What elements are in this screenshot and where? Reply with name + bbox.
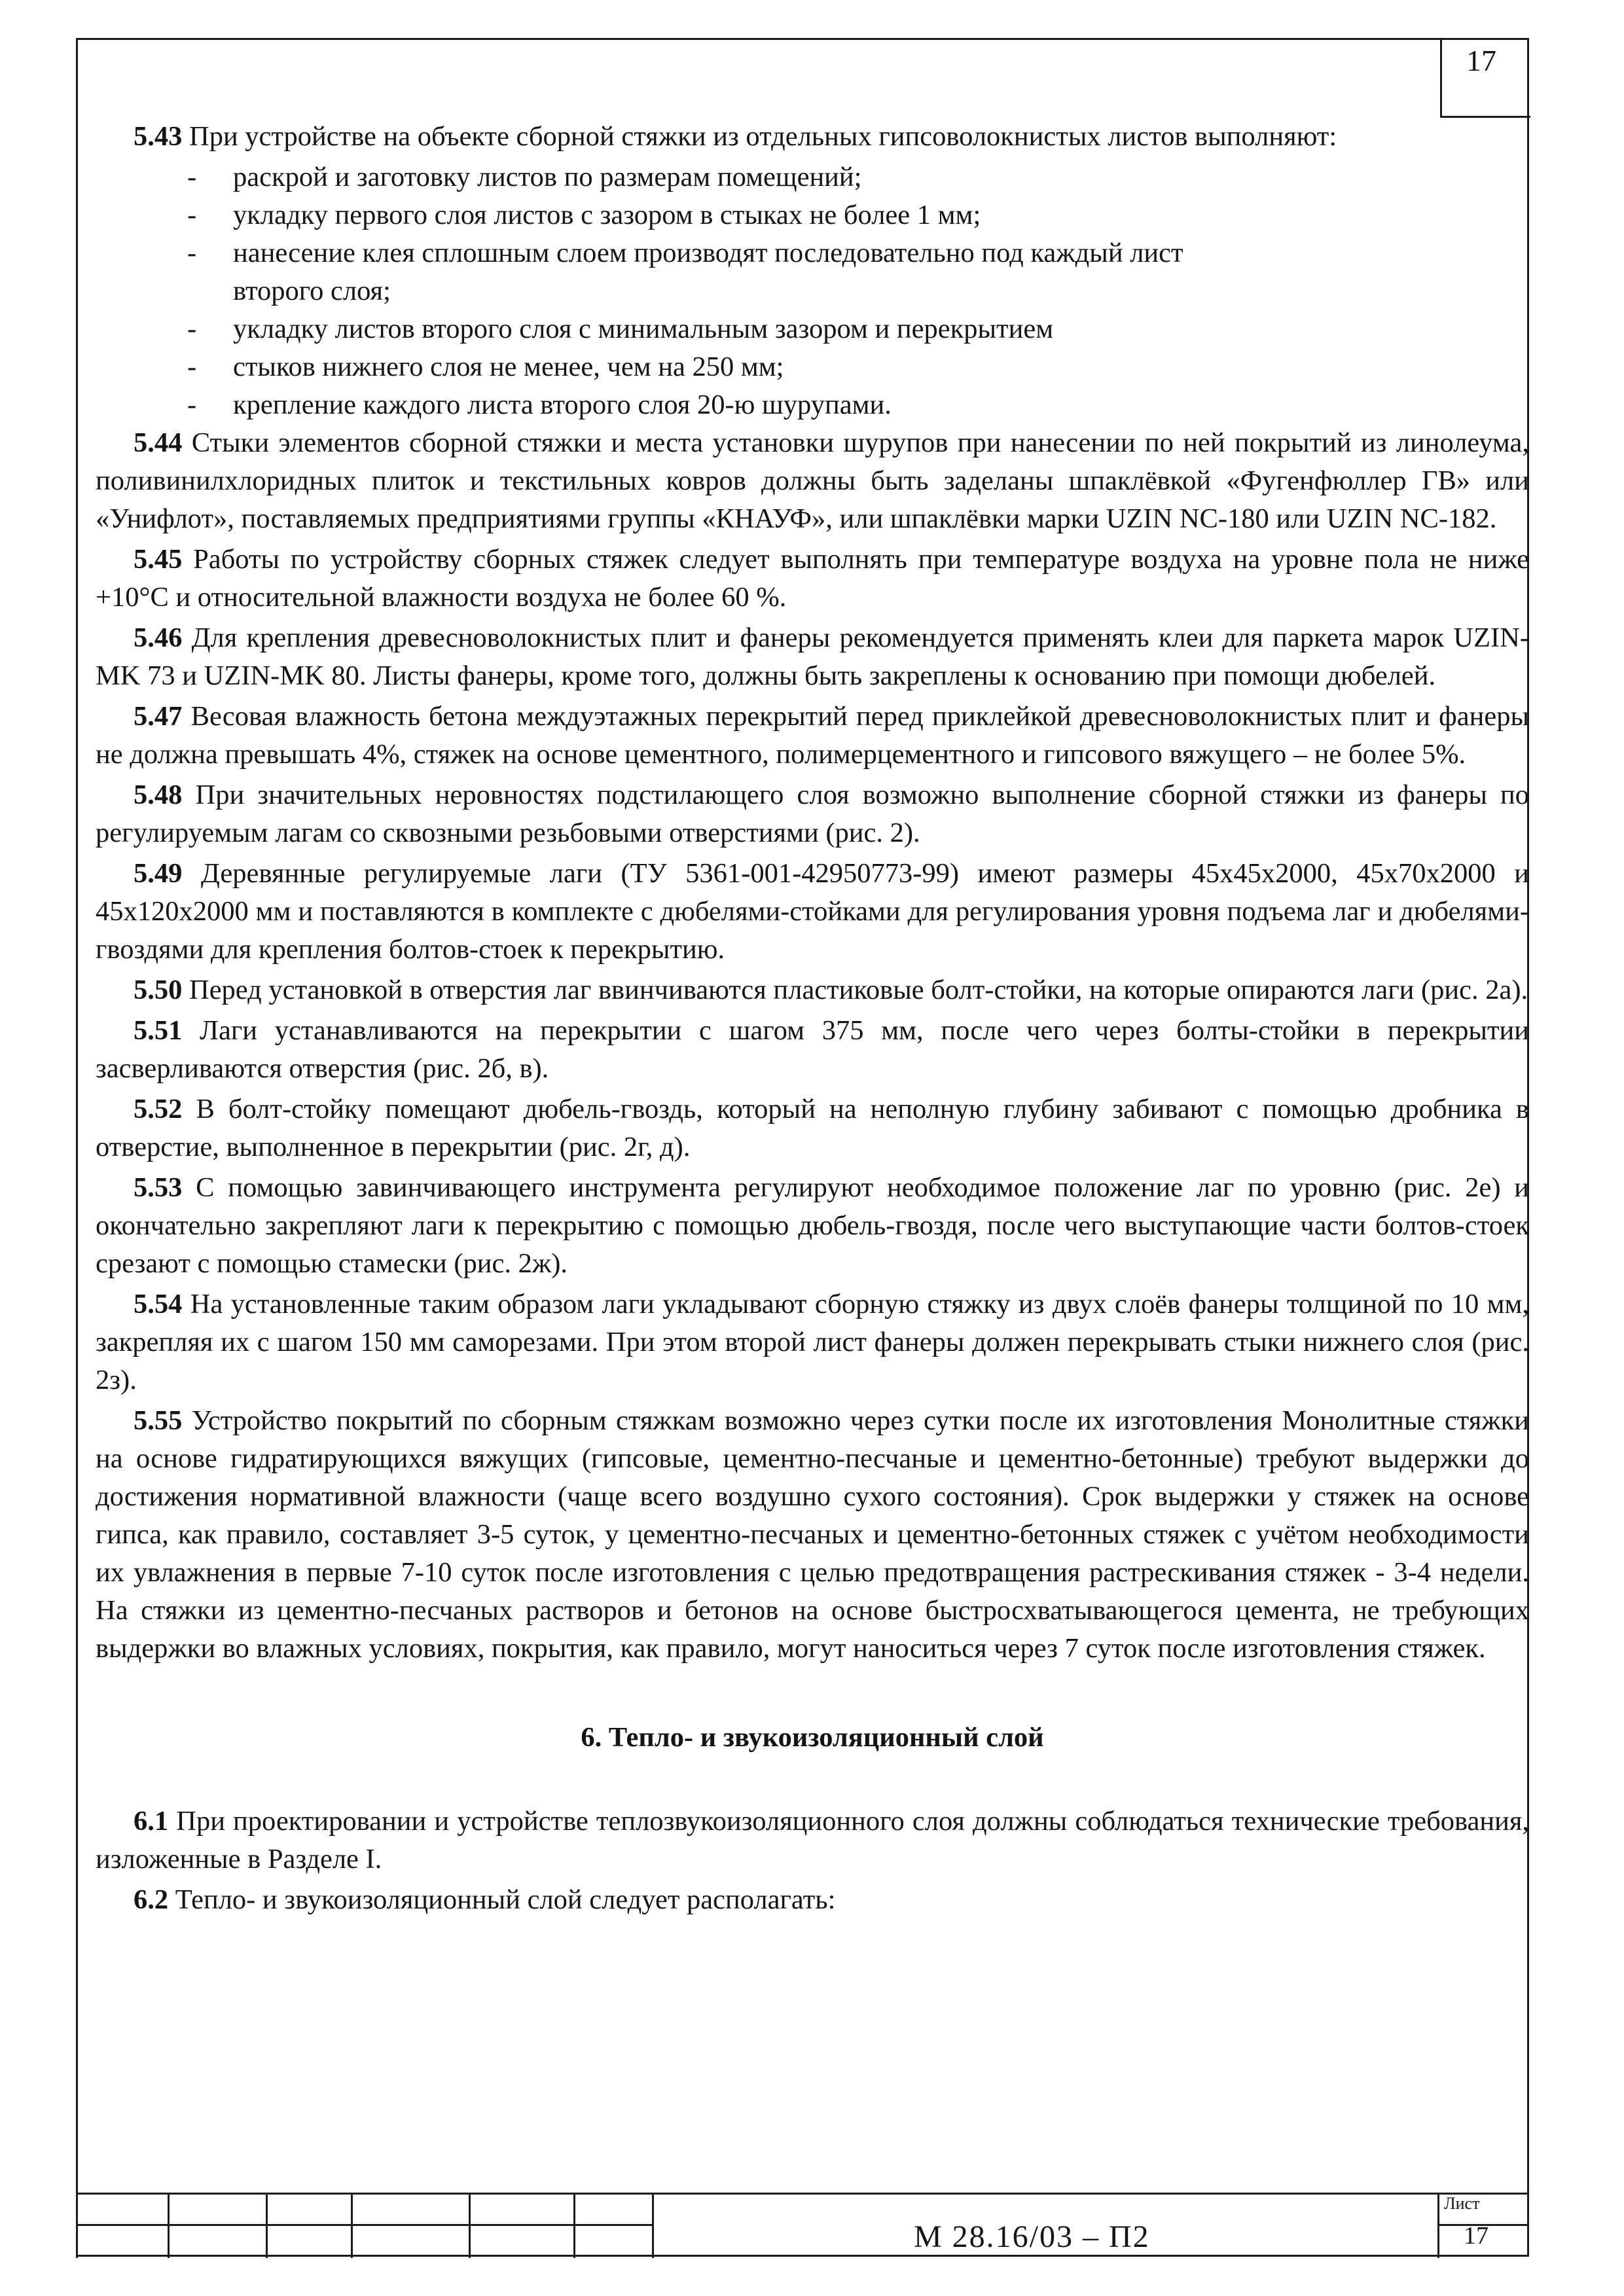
clause-number: 5.51 xyxy=(134,1015,183,1046)
paragraph-5-54 xyxy=(96,1285,1529,1399)
clause-text: При проектировании и устройстве теплозвукоизоляционного слоя должны соблюдаться технические требования, изложенные в Разделе I. xyxy=(96,1806,1529,1874)
stamp-document-code: М 28.16/03 – П2 xyxy=(914,2219,1150,2254)
stamp-column-line xyxy=(168,2193,170,2258)
stamp-column-line xyxy=(652,2193,654,2258)
paragraph-5-45 xyxy=(96,541,1529,617)
clause-text: Стыки элементов сборной стяжки и места установки шурупов при нанесении по ней покрытий из линолеума, поливинилхлоридных плиток и текстильных ковров должны быть заделаны шпаклёвкой «Фугенфюллер ГВ» или «Унифлот», поставляемых предприятиями группы «КНАУФ», или шпаклёвки марки UZIN NC-180 или UZIN NC-182. xyxy=(96,427,1529,534)
list-item: - укладку листов второго слоя с минимальным зазором и перекрытием xyxy=(187,310,1529,348)
clause-text: Перед установкой в отверстия лаг ввинчиваются пластиковые болт-стойки, на которые опираются лаги (рис. 2а). xyxy=(189,975,1528,1005)
clause-number: 5.43 xyxy=(134,121,183,152)
paragraph-5-50 xyxy=(96,971,1529,1009)
paragraph-5-52 xyxy=(96,1090,1529,1166)
clause-number: 6.2 xyxy=(134,1884,169,1915)
clause-text: Работы по устройству сборных стяжек следует выполнять при температуре воздуха на уровне пола не ниже +10°С и относительной влажности воздуха не более 60 %. xyxy=(96,544,1529,613)
list-item: - стыков нижнего слоя не менее, чем на 250 мм; xyxy=(187,348,1529,386)
paragraph-5-48 xyxy=(96,776,1529,852)
clause-number: 5.48 xyxy=(134,780,183,810)
stamp-sheet-label: Лист xyxy=(1444,2194,1480,2213)
clause-text: При устройстве на объекте сборной стяжки из отдельных гипсоволокнистых листов выполняют: xyxy=(189,121,1337,152)
paragraph-5-51 xyxy=(96,1012,1529,1088)
stamp-column-line xyxy=(351,2193,353,2258)
paragraph-5-46 xyxy=(96,619,1529,695)
paragraph-5-55 xyxy=(96,1402,1529,1668)
clause-number: 5.46 xyxy=(134,622,183,653)
clause-text: На установленные таким образом лаги укладывают сборную стяжку из двух слоёв фанеры толщиной по 10 мм, закрепляя их с шагом 150 мм саморезами. При этом второй лист фанеры должен перекрывать стыки нижнего слоя (рис. 2з). xyxy=(96,1289,1530,1395)
clause-text: Весовая влажность бетона междуэтажных перекрытий перед приклейкой древесноволокнистых плит и фанеры не должна превышать 4%, стяжек на основе цементного, полимерцементного и гипсового вяжущего – не более 5%. xyxy=(96,701,1529,770)
clause-number: 5.45 xyxy=(134,544,183,575)
list-item: - укладку первого слоя листов с зазором в стыках не более 1 мм; xyxy=(187,196,1529,234)
clause-number: 5.44 xyxy=(134,427,183,458)
list-5-43 xyxy=(96,158,1529,424)
clause-text: Тепло- и звукоизоляционный слой следует располагать: xyxy=(175,1884,836,1915)
stamp-column-line xyxy=(266,2193,268,2258)
document-body xyxy=(96,118,1529,1922)
stamp-top-line xyxy=(76,2193,1529,2195)
clause-number: 5.53 xyxy=(134,1172,183,1203)
paragraph-5-44 xyxy=(96,424,1529,538)
stamp-mid-line xyxy=(76,2224,652,2226)
clause-number: 5.52 xyxy=(134,1094,183,1124)
paragraph-5-43 xyxy=(96,118,1529,156)
clause-number: 5.54 xyxy=(134,1289,183,1319)
clause-number: 5.49 xyxy=(134,858,183,889)
clause-number: 6.1 xyxy=(134,1806,169,1837)
clause-text: Для крепления древесноволокнистых плит и фанеры рекомендуется применять клеи для паркета марок UZIN-MK 73 и UZIN-MK 80. Листы фанеры, кроме того, должны быть закреплены к основанию при помощи дюбелей. xyxy=(96,622,1529,691)
section-title: 6. Тепло- и звукоизоляционный слой xyxy=(581,1722,1044,1753)
clause-text: С помощью завинчивающего инструмента регулируют необходимое положение лаг по уровню (рис. 2е) и окончательно закрепляют лаги к перекрытию с помощью дюбель-гвоздя, после чего выступающие части болтов-стоек срезают с помощью стамески (рис. 2ж). xyxy=(96,1172,1530,1279)
title-block-stamp xyxy=(76,2193,1529,2258)
stamp-column-line xyxy=(76,2193,78,2258)
clause-number: 5.47 xyxy=(134,701,183,732)
list-item: - раскрой и заготовку листов по размерам помещений; xyxy=(187,158,1529,196)
list-item: - нанесение клея сплошным слоем производят последовательно под каждый лист второго слоя; xyxy=(187,234,1529,310)
stamp-column-line xyxy=(573,2193,575,2258)
clause-text: В болт-стойку помещают дюбель-гвоздь, который на неполную глубину забивают с помощью дробника в отверстие, выполненное в перекрытии (рис. 2г, д). xyxy=(96,1094,1530,1162)
paragraph-5-53 xyxy=(96,1169,1529,1283)
clause-text: Деревянные регулируемые лаги (ТУ 5361-001-42950773-99) имеют размеры 45х45х2000, 45х70х2000 и 45х120х2000 мм и поставляются в комплекте с дюбелями-стойками для регулирования уровня подъема лаг и дюбелями-гвоздями для крепления болтов-стоек к перекрытию. xyxy=(96,858,1529,965)
clause-number: 5.50 xyxy=(134,975,183,1005)
clause-text: Лаги устанавливаются на перекрытии с шагом 375 мм, после чего через болты-стойки в перекрытии засверливаются отверстия (рис. 2б, в). xyxy=(96,1015,1530,1084)
clause-text: Устройство покрытий по сборным стяжкам возможно через сутки после их изготовления Монолитные стяжки на основе гидратирующихся вяжущих (гипсовые, цементно-песчаные и цементно-бетонные) требуют выдержки до достижения нормативной влажности (чаще всего воздушно сухого состояния). Срок выдержки у стяжек на основе гипса, как правило, составляет 3-5 суток, у цементно-песчаных и цементно-бетонных стяжек с учётом необходимости их увлажнения в первые 7-10 суток после изготовления с целью предотвращения растрескивания стяжек - 3-4 недели. На стяжки из цементно-песчаных растворов и бетонов на основе быстросхватывающегося цемента, не требующих выдержки во влажных условиях, покрытия, как правило, могут наноситься через 7 суток после изготовления стяжек. xyxy=(96,1405,1529,1664)
paragraph-5-47 xyxy=(96,698,1529,774)
clause-number: 5.55 xyxy=(134,1405,183,1436)
paragraph-5-49 xyxy=(96,855,1529,969)
paragraph-6-2 xyxy=(96,1881,1529,1919)
stamp-sheet-number: 17 xyxy=(1464,2222,1489,2250)
paragraph-6-1 xyxy=(96,1803,1529,1878)
clause-text: При значительных неровностях подстилающего слоя возможно выполнение сборной стяжки из фанеры по регулируемым лагам со сквозными резьбовыми отверстиями (рис. 2). xyxy=(96,780,1530,848)
stamp-column-line xyxy=(469,2193,471,2258)
list-item: - крепление каждого листа второго слоя 20-ю шурупами. xyxy=(187,386,1529,424)
stamp-column-line xyxy=(1437,2193,1439,2258)
page-number: 17 xyxy=(1466,44,1496,77)
